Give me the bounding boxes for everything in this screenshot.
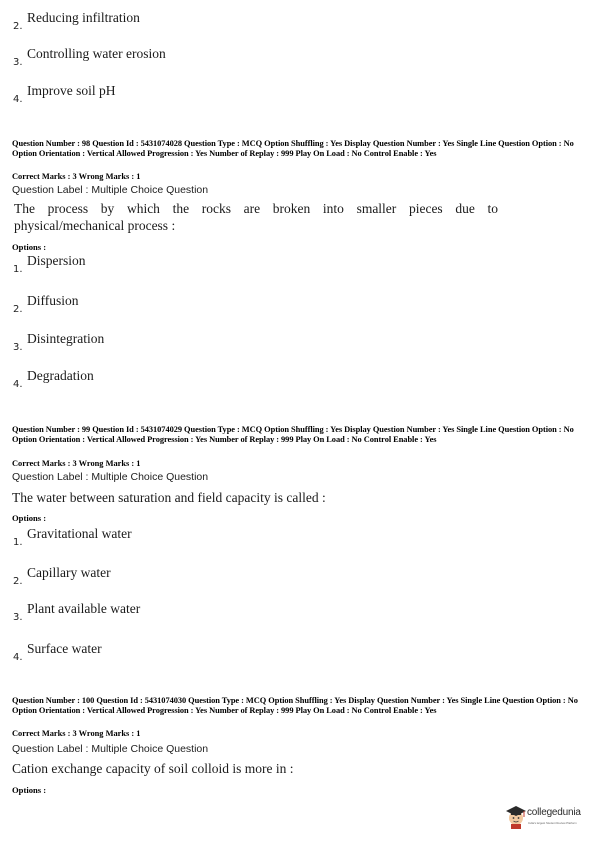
options-label: Options : [12, 785, 47, 795]
option-number: 2. [13, 304, 23, 315]
option-text: Diffusion [27, 293, 79, 308]
option-text: Improve soil pH [27, 83, 116, 98]
option-row [0, 641, 560, 667]
question-marks: Correct Marks : 3 Wrong Marks : 1 [12, 459, 141, 468]
option-text: Reducing infiltration [27, 10, 140, 25]
option-text: Disintegration [27, 331, 105, 346]
logo-brand-text: collegedunia [527, 807, 581, 818]
option-number: 4. [13, 652, 23, 663]
option-text: Plant available water [27, 601, 141, 616]
option-text: Controlling water erosion [27, 46, 166, 61]
option-text: Gravitational water [27, 526, 132, 541]
option-row [0, 368, 560, 394]
option-text: Surface water [27, 641, 102, 656]
options-label: Options : [12, 242, 47, 252]
options-label: Options : [12, 513, 47, 523]
option-number: 4. [13, 94, 23, 105]
option-row [0, 601, 560, 627]
option-number: 3. [13, 612, 23, 623]
option-text: Degradation [27, 368, 94, 383]
question-text: Cation exchange capacity of soil colloid is more in : [12, 761, 294, 776]
option-number: 1. [13, 537, 23, 548]
option-text: Capillary water [27, 565, 111, 580]
option-row [0, 83, 560, 109]
question-meta: Question Number : 98 Question Id : 5431074028 Question Type : MCQ Option Shuffling : Yes Display Question Number : Yes Single Line Question Option : No Option Orientation : Vertical Allowed Progression : Yes Number of Replay : 999 Play On Load : No Control Enable : Yes [12, 139, 574, 159]
option-row [0, 526, 560, 552]
question-marks: Correct Marks : 3 Wrong Marks : 1 [12, 172, 141, 181]
question-marks: Correct Marks : 3 Wrong Marks : 1 [12, 729, 141, 738]
question-meta: Question Number : 99 Question Id : 5431074029 Question Type : MCQ Option Shuffling : Yes Display Question Number : Yes Single Line Question Option : No Option Orientation : Vertical Allowed Progression : Yes Number of Replay : 999 Play On Load : No Control Enable : Yes [12, 425, 574, 445]
option-number: 3. [13, 342, 23, 353]
option-row [0, 331, 560, 357]
graduation-cap-mascot-icon [505, 803, 527, 829]
option-row [0, 10, 560, 36]
question-meta: Question Number : 100 Question Id : 5431074030 Question Type : MCQ Option Shuffling : Yes Display Question Number : Yes Single Line Question Option : No Option Orientation : Vertical Allowed Progression : Yes Number of Replay : 999 Play On Load : No Control Enable : Yes [12, 696, 578, 716]
option-text: Dispersion [27, 253, 86, 268]
question-label: Question Label : Multiple Choice Question [12, 471, 209, 483]
logo-tagline: India's largest Student Review Platform [528, 821, 577, 825]
option-number: 2. [13, 21, 23, 32]
option-number: 1. [13, 264, 23, 275]
option-row [0, 565, 560, 591]
question-label: Question Label : Multiple Choice Question [12, 184, 209, 196]
option-number: 2. [13, 576, 23, 587]
question-label: Question Label : Multiple Choice Question [12, 743, 209, 755]
option-number: 4. [13, 379, 23, 390]
question-text: The water between saturation and field capacity is called : [12, 490, 326, 505]
option-number: 3. [13, 57, 23, 68]
question-text: The process by which the rocks are broken into smaller pieces due to physical/mechanical process : [14, 201, 498, 233]
collegedunia-logo [505, 801, 587, 833]
option-row [0, 293, 560, 319]
option-row [0, 253, 560, 279]
option-row [0, 46, 560, 72]
